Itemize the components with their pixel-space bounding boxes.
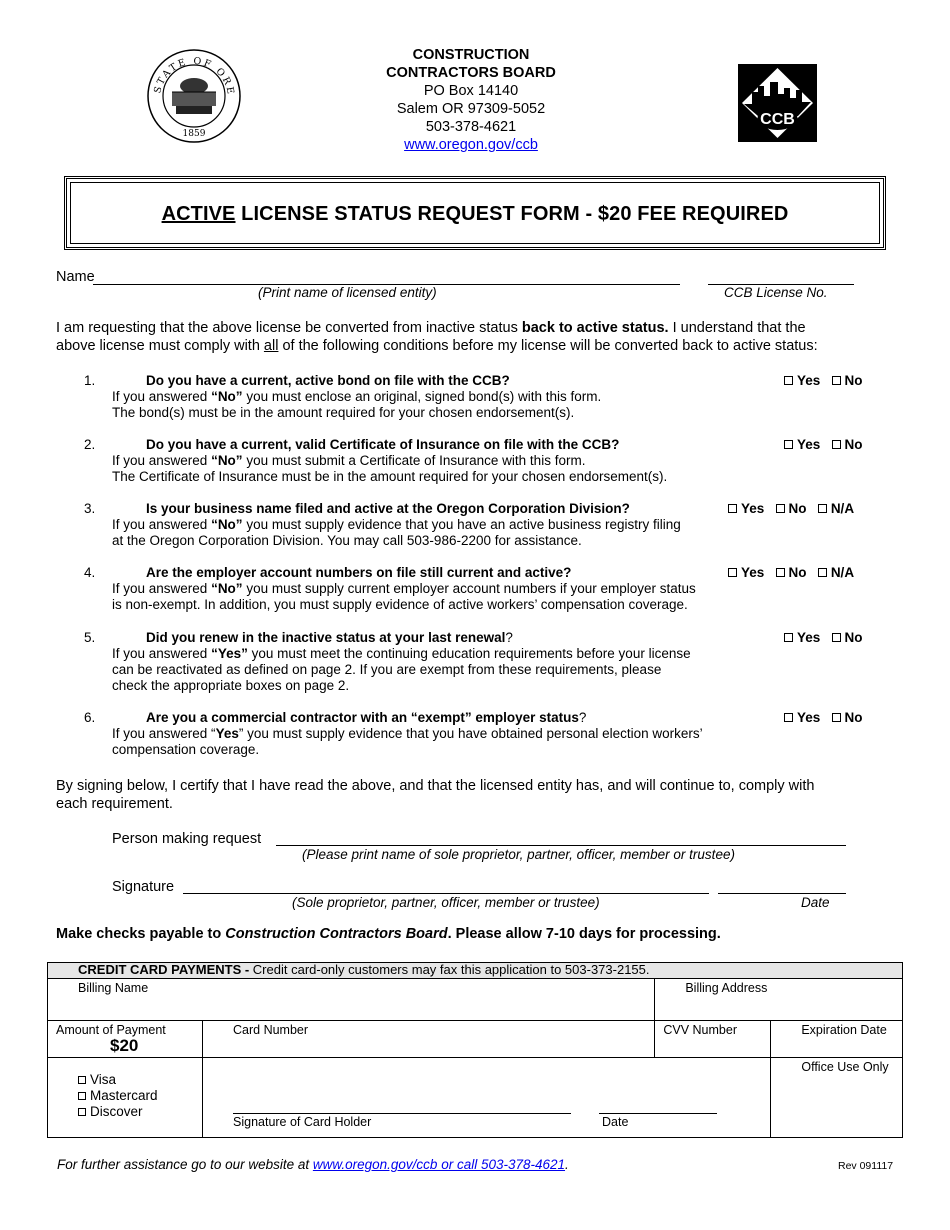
checks-payable-note: Make checks payable to Construction Contractors Board. Please allow 7-10 days for processing. xyxy=(56,926,721,942)
amount-cell xyxy=(48,1021,203,1058)
license-caption: CCB License No. xyxy=(724,285,828,300)
person-label: Person making request xyxy=(112,831,262,847)
person-input-line[interactable] xyxy=(276,845,846,846)
q4-yes-checkbox[interactable]: Yes xyxy=(728,565,764,580)
q6-yes-checkbox[interactable]: Yes xyxy=(784,710,820,725)
amount-label: Amount of Payment xyxy=(56,1023,166,1037)
card-date-line[interactable] xyxy=(599,1113,717,1114)
footer-assistance: For further assistance go to our website at www.oregon.gov/ccb or call 503-378-4621. xyxy=(57,1157,569,1172)
phone: 503-378-4621 xyxy=(425,119,517,135)
mastercard-option[interactable]: Mastercard xyxy=(78,1088,194,1104)
q4-no-checkbox[interactable]: No xyxy=(776,565,807,580)
signature-label: Signature xyxy=(112,879,175,895)
discover-option[interactable]: Discover xyxy=(78,1104,194,1120)
q4-na-checkbox[interactable]: N/A xyxy=(818,565,854,580)
q6-no-checkbox[interactable]: No xyxy=(832,710,863,725)
billing-address-cell[interactable] xyxy=(655,979,903,1021)
card-signature-cell xyxy=(203,1058,771,1138)
billing-name-label: Billing Name xyxy=(78,981,149,995)
logo-text: CCB xyxy=(760,111,795,128)
po-box: PO Box 14140 xyxy=(423,83,519,99)
name-caption: (Print name of licensed entity) xyxy=(258,285,437,300)
visa-option[interactable]: Visa xyxy=(78,1072,194,1088)
billing-address-label: Billing Address xyxy=(685,981,768,995)
signature-caption: (Sole proprietor, partner, officer, member or trustee) xyxy=(292,895,600,910)
q3-na-checkbox[interactable]: N/A xyxy=(818,501,854,516)
q3-yes-checkbox[interactable]: Yes xyxy=(728,501,764,516)
card-date-label: Date xyxy=(602,1115,629,1129)
expiration-cell[interactable] xyxy=(771,1021,903,1058)
ccb-logo xyxy=(738,64,817,142)
website-link[interactable]: www.oregon.gov/ccb xyxy=(404,137,538,153)
q3-no-checkbox[interactable]: No xyxy=(776,501,807,516)
signature-date-line[interactable] xyxy=(718,893,846,894)
q1-no-checkbox[interactable]: No xyxy=(832,373,863,388)
card-type-cell xyxy=(48,1058,203,1138)
card-number-cell[interactable] xyxy=(203,1021,655,1058)
amount-value: $20 xyxy=(110,1036,139,1055)
signature-date-caption: Date xyxy=(801,895,830,910)
page-title: ACTIVE LICENSE STATUS REQUEST FORM - $20 FEE REQUIRED xyxy=(161,203,789,225)
title-box xyxy=(64,176,886,250)
name-label: Name xyxy=(56,269,95,285)
org-name-line1: CONSTRUCTION xyxy=(412,47,530,63)
q5-yes-checkbox[interactable]: Yes xyxy=(784,630,820,645)
signature-input-line[interactable] xyxy=(183,893,709,894)
intro-paragraph: I am requesting that the above license be converted from inactive status back to active status. I understand that the above license must comply with all of the following conditions before my license will be converted back to active status: xyxy=(56,320,818,354)
city-zip: Salem OR 97309-5052 xyxy=(396,101,546,117)
office-use-cell xyxy=(771,1058,903,1138)
q2-yes-checkbox[interactable]: Yes xyxy=(784,437,820,452)
credit-card-table xyxy=(47,962,903,1138)
cvv-cell[interactable] xyxy=(655,1021,771,1058)
revision-number: Rev 091117 xyxy=(838,1160,894,1172)
seal-top-text: STATE OF ORE xyxy=(152,55,237,97)
office-use-label: Office Use Only xyxy=(801,1060,889,1074)
q1-yes-checkbox[interactable]: Yes xyxy=(784,373,820,388)
card-number-label: Card Number xyxy=(233,1023,309,1037)
q5-no-checkbox[interactable]: No xyxy=(832,630,863,645)
expiration-label: Expiration Date xyxy=(801,1023,887,1037)
credit-card-header: CREDIT CARD PAYMENTS - Credit card-only customers may fax this application to 503-373-2155. xyxy=(48,963,903,979)
card-holder-signature-line[interactable] xyxy=(233,1113,571,1114)
state-seal xyxy=(146,48,242,144)
footer-link[interactable]: www.oregon.gov/ccb or call 503-378-4621 xyxy=(312,1157,566,1172)
billing-name-cell[interactable] xyxy=(48,979,655,1021)
cvv-label: CVV Number xyxy=(663,1023,737,1037)
q2-no-checkbox[interactable]: No xyxy=(832,437,863,452)
certify-paragraph: By signing below, I certify that I have read the above, and that the licensed entity has, and will continue to, comply with each requirement. xyxy=(56,778,815,812)
person-caption: (Please print name of sole proprietor, partner, officer, member or trustee) xyxy=(302,847,735,862)
card-holder-signature-label: Signature of Card Holder xyxy=(233,1115,372,1129)
seal-year: 1859 xyxy=(182,129,206,139)
org-name-line2: CONTRACTORS BOARD xyxy=(386,65,556,81)
